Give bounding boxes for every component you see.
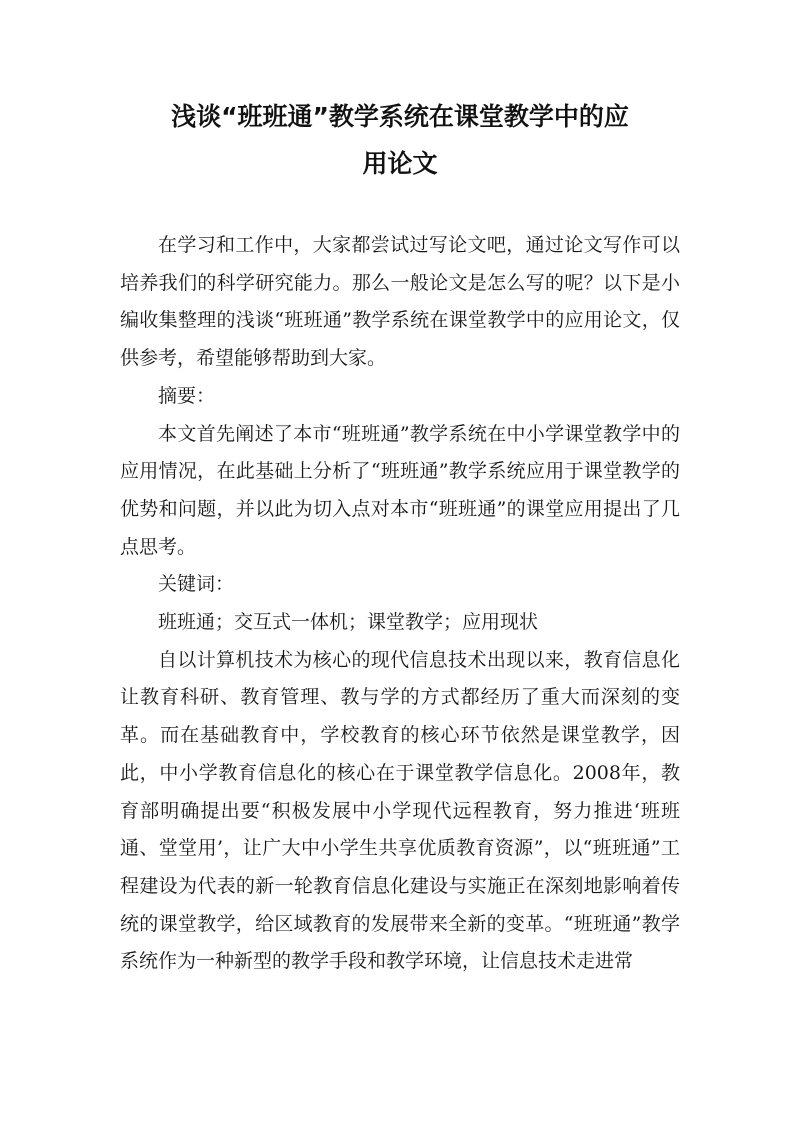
abstract-paragraph: 本文首先阐述了本市“班班通”教学系统在中小学课堂教学中的应用情况，在此基础上分析了“班班通”教学系统应用于课堂教学的优势和问题，并以此为切入点对本市“班班通”的课堂应用提出了几点思考。 bbox=[120, 422, 680, 558]
keywords-paragraph: 班班通；交互式一体机；课堂教学；应用现状 bbox=[158, 611, 539, 634]
document-body bbox=[120, 227, 680, 981]
abstract-heading: 摘要： bbox=[158, 384, 216, 407]
intro-paragraph: 在学习和工作中，大家都尝试过写论文吧，通过论文写作可以培养我们的科学研究能力。那么一般论文是怎么写的呢？以下是小编收集整理的浅谈“班班通”教学系统在课堂教学中的应用论文，仅供参考，希望能够帮助到大家。 bbox=[120, 234, 680, 370]
body-paragraph: 自以计算机技术为核心的现代信息技术出现以来，教育信息化让教育科研、教育管理、教与学的方式都经历了重大而深刻的变革。而在基础教育中，学校教育的核心环节依然是课堂教学，因此，中小学教育信息化的核心在于课堂教学信息化。2008年，教育部明确提出要“积极发展中小学现代远程教育，努力推进‘班班通、堂堂用’，让广大中小学生共享优质教育资源”，以“班班通”工程建设为代表的新一轮教育信息化建设与实施正在深刻地影响着传统的课堂教学，给区域教育的发展带来全新的变革。“班班通”教学系统作为一种新型的教学手段和教学环境，让信息技术走进常 bbox=[120, 648, 680, 973]
keywords-heading: 关键词： bbox=[158, 573, 235, 596]
title-line-1: 浅谈“班班通”教学系统在课堂教学中的应 bbox=[171, 102, 629, 131]
title-line-2: 用论文 bbox=[362, 149, 438, 178]
document-title bbox=[118, 93, 682, 187]
